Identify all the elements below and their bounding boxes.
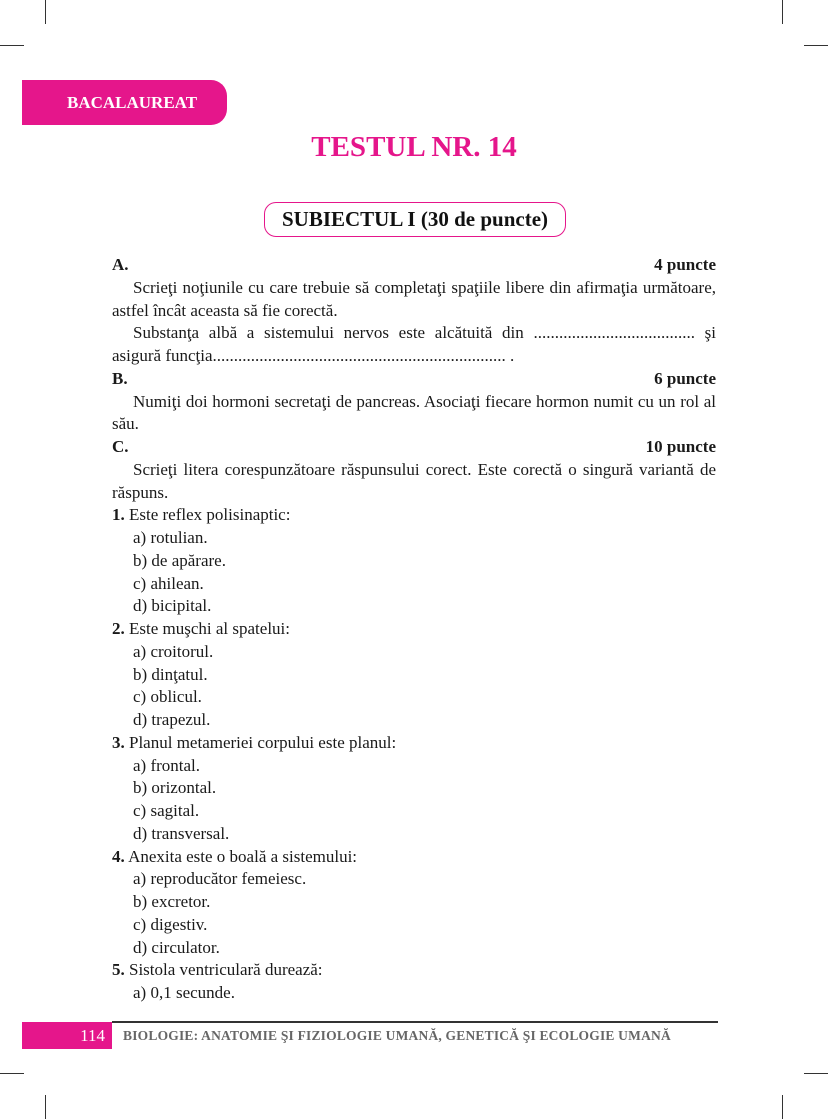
answer-option: b) orizontal. bbox=[133, 778, 217, 798]
section-points: 10 puncte bbox=[645, 437, 716, 456]
section-points: 4 puncte bbox=[654, 255, 716, 274]
section-label: C. bbox=[112, 437, 129, 456]
crop-mark bbox=[45, 0, 46, 24]
question-text: Planul metameriei corpului este planul: bbox=[129, 732, 397, 752]
answer-option: d) circulator. bbox=[133, 937, 220, 957]
question-number: 3. bbox=[112, 732, 125, 752]
question-item bbox=[112, 959, 716, 982]
question-item bbox=[112, 618, 716, 641]
answer-option: a) reproducător femeiesc. bbox=[133, 869, 307, 889]
section-c-header bbox=[112, 436, 716, 459]
paragraph: Substanţa albă a sistemului nervos este alcătuită din ...................................... şi asigură funcţia..................................................................... . bbox=[112, 323, 716, 365]
section-b-header bbox=[112, 368, 716, 391]
subject-heading: SUBIECTUL I (30 de puncte) bbox=[264, 202, 566, 237]
answer-option: d) transversal. bbox=[133, 823, 230, 843]
answer-option: c) ahilean. bbox=[133, 573, 204, 593]
crop-mark bbox=[0, 1073, 24, 1074]
crop-mark bbox=[45, 1095, 46, 1119]
answer-option: a) croitorul. bbox=[133, 641, 214, 661]
answer-option: c) sagital. bbox=[133, 801, 200, 820]
answer-option: b) de apărare. bbox=[133, 550, 226, 570]
answer-option: d) bicipital. bbox=[133, 596, 212, 616]
crop-mark bbox=[804, 1073, 828, 1074]
question-item bbox=[112, 846, 716, 869]
question-number: 5. bbox=[112, 960, 125, 980]
test-title: TESTUL NR. 14 bbox=[311, 131, 517, 163]
answer-option: b) excretor. bbox=[133, 892, 211, 911]
footer-title: BIOLOGIE: ANATOMIE ŞI FIZIOLOGIE UMANĂ, GENETICĂ ŞI ECOLOGIE UMANĂ bbox=[123, 1028, 671, 1043]
question-text: Anexita este o boală a sistemului: bbox=[128, 846, 358, 866]
answer-option: b) dinţatul. bbox=[133, 664, 208, 684]
question-number: 1. bbox=[112, 505, 125, 525]
answer-option: a) rotulian. bbox=[133, 528, 208, 547]
crop-mark bbox=[0, 45, 24, 46]
page-number-box bbox=[22, 1022, 112, 1049]
section-points: 6 puncte bbox=[654, 368, 716, 388]
question-number: 2. bbox=[112, 619, 125, 638]
answer-option: d) trapezul. bbox=[133, 710, 211, 729]
test-body bbox=[112, 254, 716, 1005]
question-list bbox=[112, 504, 716, 1005]
question-text: Este reflex polisinaptic: bbox=[129, 505, 291, 525]
question-text: Sistola ventriculară durează: bbox=[129, 960, 323, 980]
paragraph: Scrieţi litera corespunzătoare răspunsului corect. Este corectă o singură variantă de răspuns. bbox=[112, 459, 716, 502]
section-label: A. bbox=[112, 255, 129, 274]
crop-mark bbox=[782, 0, 783, 24]
answer-option: a) 0,1 secunde. bbox=[133, 983, 235, 1002]
question-number: 4. bbox=[112, 846, 125, 866]
page-number: 114 bbox=[80, 1026, 105, 1045]
question-item bbox=[112, 504, 716, 527]
exam-badge: BACALAUREAT bbox=[22, 80, 227, 125]
paragraph: Numiţi doi hormoni secretaţi de pancreas. Asociaţi fiecare hormon numit cu un rol al său. bbox=[112, 391, 716, 434]
answer-option: c) oblicul. bbox=[133, 687, 202, 707]
question-text: Este muşchi al spatelui: bbox=[129, 619, 290, 638]
question-item bbox=[112, 732, 716, 755]
answer-option: a) frontal. bbox=[133, 755, 201, 775]
section-a-header bbox=[112, 254, 716, 277]
section-label: B. bbox=[112, 368, 128, 388]
crop-mark bbox=[782, 1095, 783, 1119]
crop-mark bbox=[804, 45, 828, 46]
answer-option: c) digestiv. bbox=[133, 914, 208, 934]
paragraph: Scrieţi noţiunile cu care trebuie să completaţi spaţiile libere din afirmaţia următoare, astfel încât aceasta să fie corectă. bbox=[112, 277, 716, 320]
